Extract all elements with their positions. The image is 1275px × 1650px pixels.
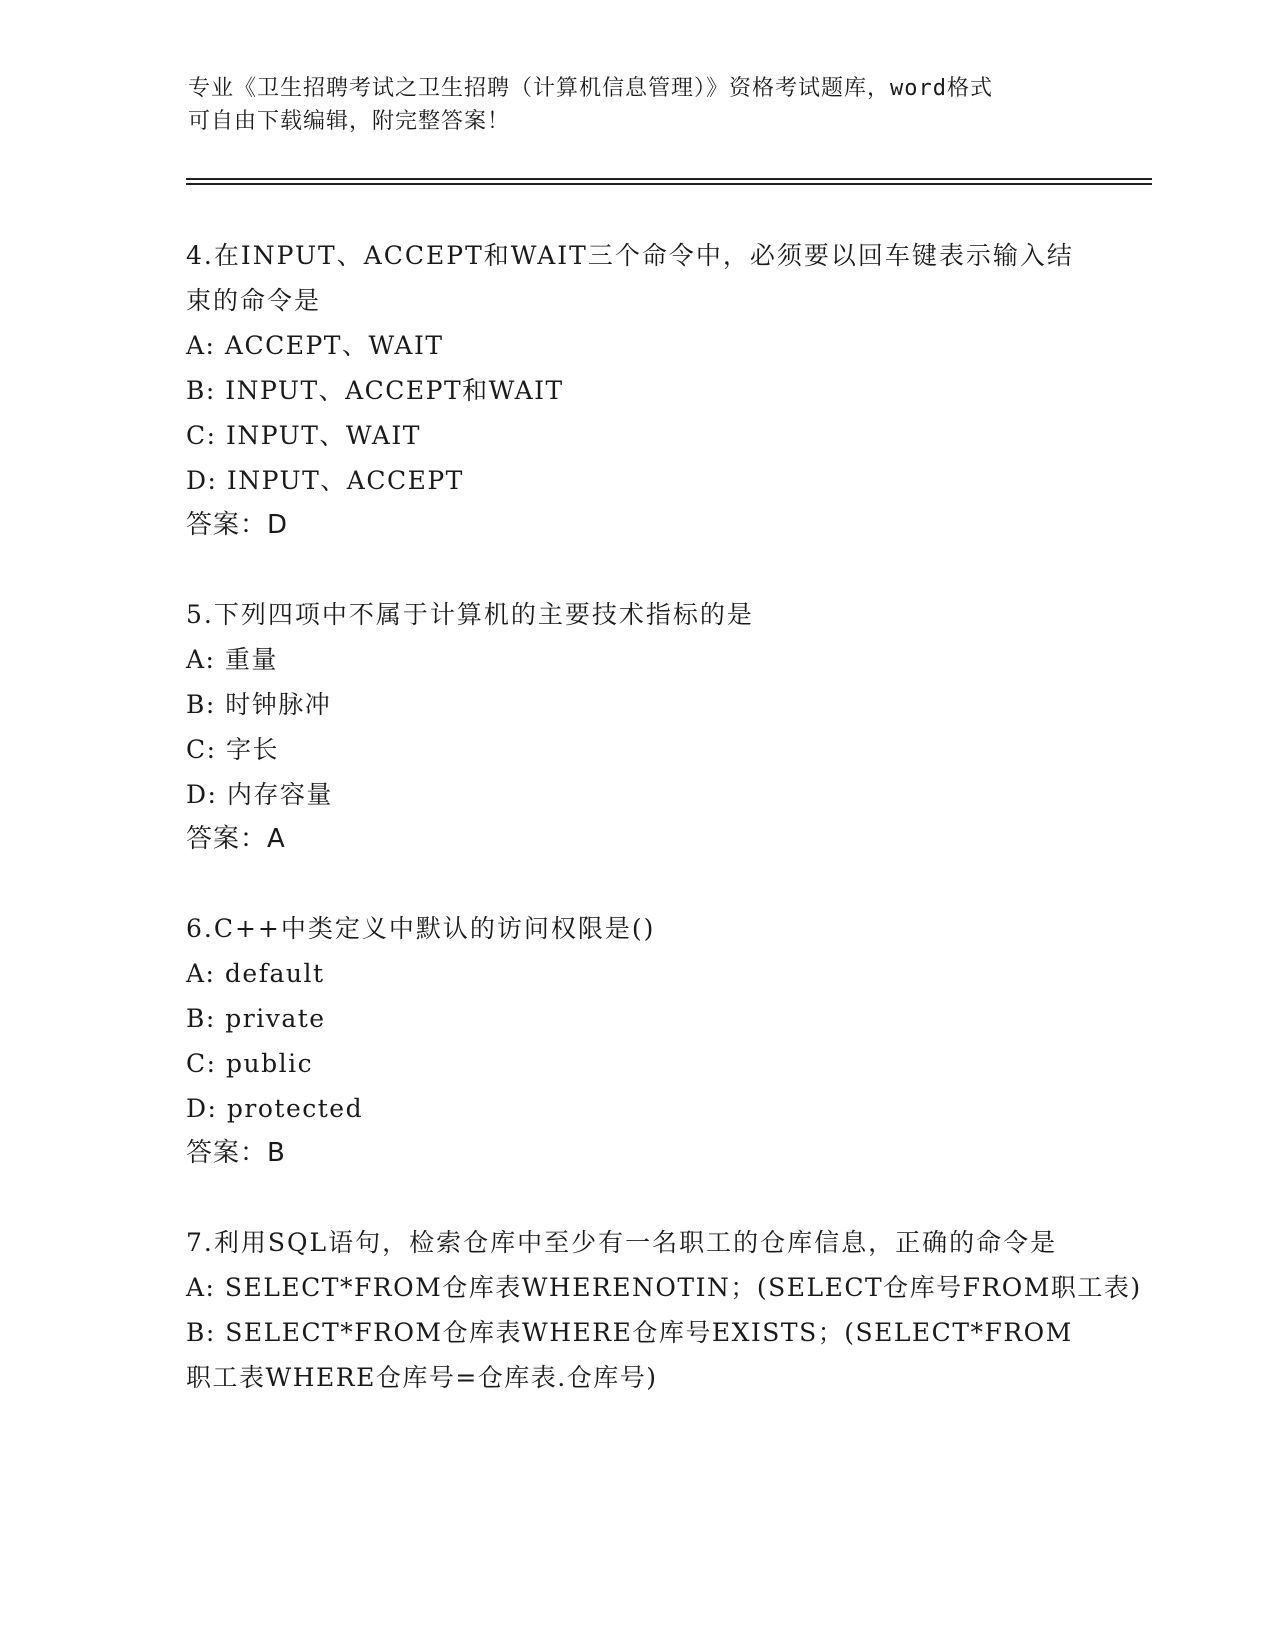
- option-c: C: public: [186, 1049, 314, 1078]
- header-divider-bottom: [186, 183, 1152, 185]
- option-a: A: ACCEPT、WAIT: [186, 331, 444, 360]
- question-list: [186, 233, 1142, 1444]
- option-d: D: protected: [186, 1094, 364, 1123]
- option-b: B: private: [186, 1004, 326, 1033]
- question-stem: 5.下列四项中不属于计算机的主要技术指标的是: [186, 600, 754, 629]
- option-a: A: 重量: [186, 645, 278, 674]
- option-d: D: 内存容量: [186, 780, 333, 809]
- option-a: A: SELECT*FROM仓库表WHERENOTIN；(SELECT仓库号FROM职工表): [186, 1273, 1142, 1302]
- option-c: C: INPUT、WAIT: [186, 421, 421, 450]
- option-d: D: INPUT、ACCEPT: [186, 466, 464, 495]
- question-5: [186, 592, 1086, 862]
- question-stem: 7.利用SQL语句，检索仓库中至少有一名职工的仓库信息，正确的命令是: [186, 1228, 1058, 1257]
- answer: 答案：A: [186, 824, 286, 854]
- header-line-2: 可自由下载编辑，附完整答案！: [188, 109, 511, 134]
- option-c: C: 字长: [186, 735, 279, 764]
- question-stem: 4.在INPUT、ACCEPT和WAIT三个命令中，必须要以回车键表示输入结束的命令是: [186, 241, 1074, 315]
- answer: 答案：B: [186, 1138, 286, 1168]
- header-divider-top: [186, 178, 1152, 180]
- option-b: B: INPUT、ACCEPT和WAIT: [186, 376, 564, 405]
- answer: 答案：D: [186, 510, 289, 540]
- question-7: [186, 1220, 1142, 1400]
- question-stem: 6.C++中类定义中默认的访问权限是(): [186, 914, 656, 943]
- option-a: A: default: [186, 959, 325, 988]
- question-4: [186, 233, 1086, 548]
- document-header: [188, 72, 1068, 138]
- option-b: B: SELECT*FROM仓库表WHERE仓库号EXISTS；(SELECT*FROM职工表WHERE仓库号=仓库表.仓库号): [186, 1318, 1073, 1392]
- option-b: B: 时钟脉冲: [186, 690, 332, 719]
- question-6: [186, 906, 1086, 1176]
- header-line-1: 专业《卫生招聘考试之卫生招聘（计算机信息管理）》资格考试题库，word格式: [188, 76, 993, 101]
